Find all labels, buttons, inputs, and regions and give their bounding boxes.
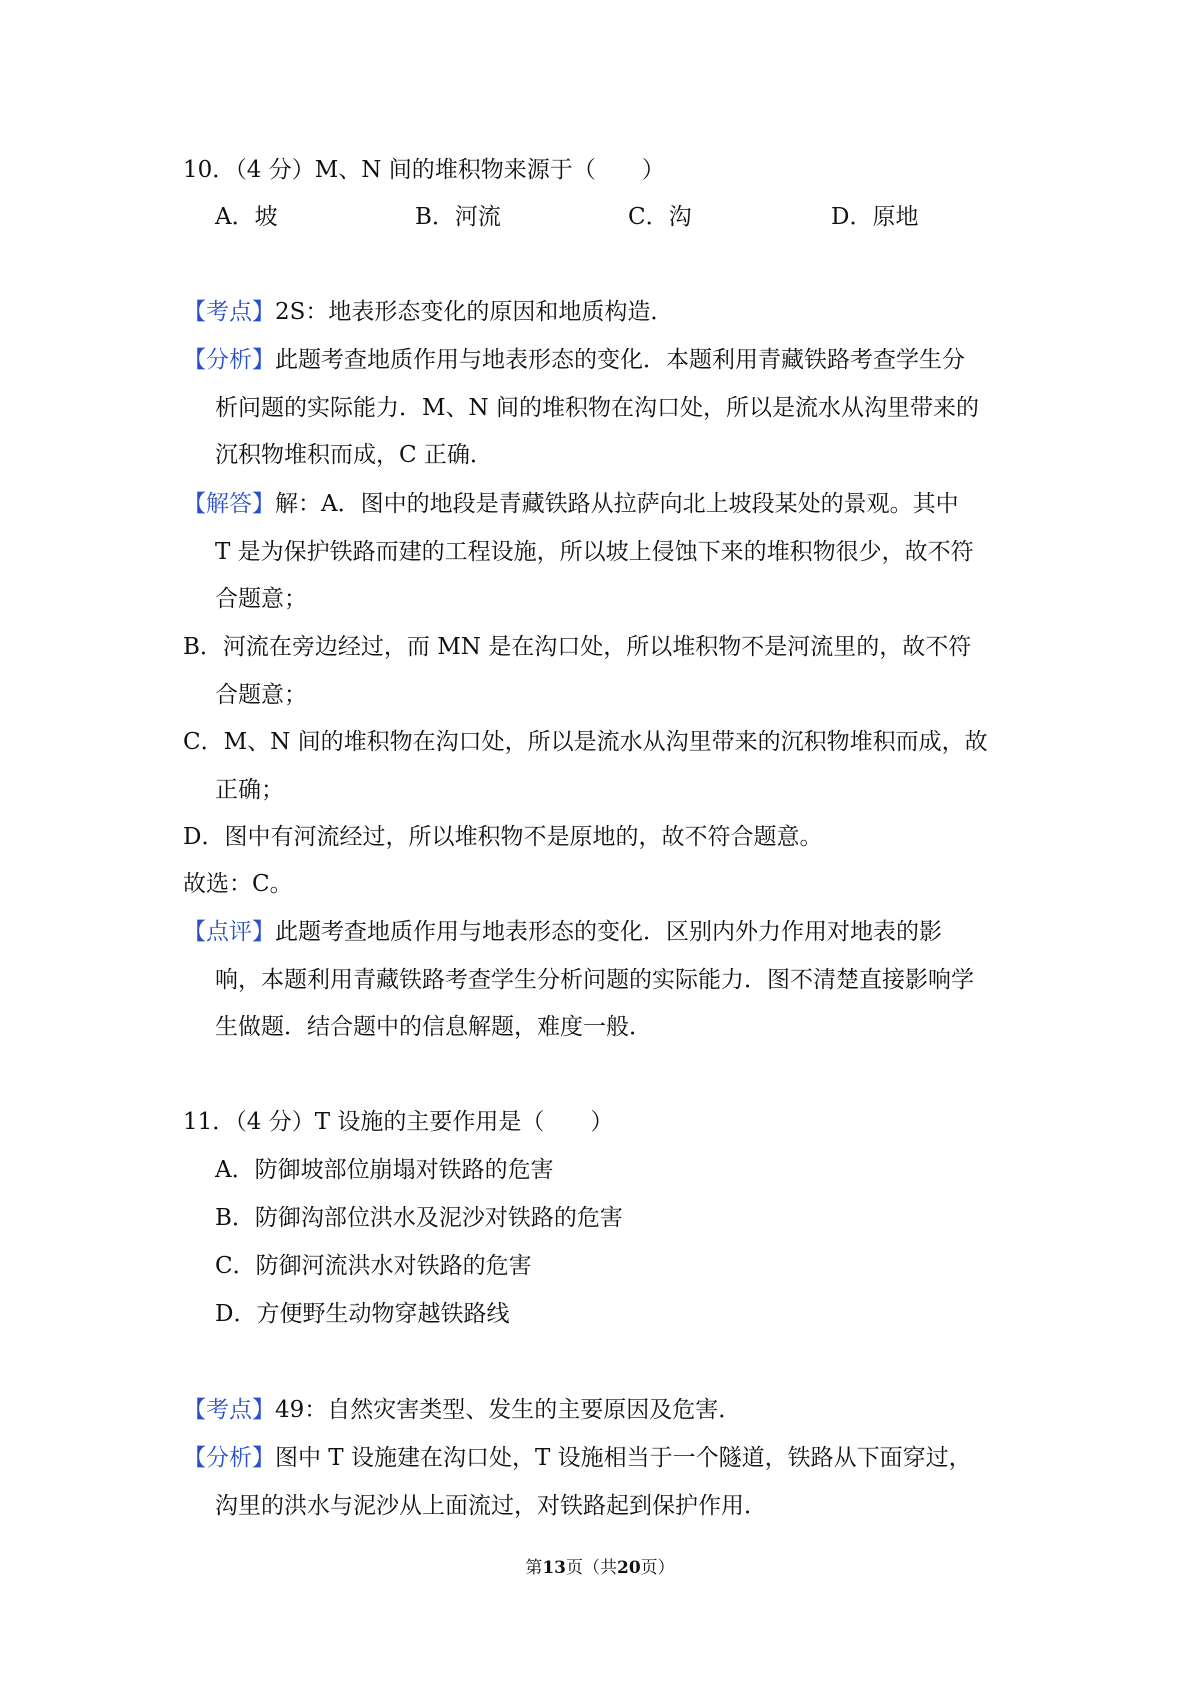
- fenxi-tag: 【分析】: [183, 347, 275, 373]
- answer-b-line-1: B．河流在旁边经过，而 MN 是在沟口处，所以堆积物不是河流里的，故不符: [183, 634, 972, 660]
- q10-option-a: A．坡: [215, 204, 278, 230]
- answer-b-line-2: 合题意；: [215, 682, 307, 708]
- dianping-tag: 【点评】: [183, 919, 275, 945]
- footer-post: 页）: [640, 1558, 675, 1578]
- q10-kaodian: [183, 297, 673, 327]
- q11-option-b: B．防御沟部位洪水及泥沙对铁路的危害: [215, 1205, 623, 1231]
- jieda-tag: 【解答】: [183, 491, 275, 517]
- q10-option-b: B．河流: [415, 204, 501, 230]
- fenxi-line-1: 图中 T 设施建在沟口处，T 设施相当于一个隧道，铁路从下面穿过，: [275, 1445, 972, 1471]
- q11-kaodian: [183, 1395, 741, 1425]
- kaodian-tag: 【考点】: [183, 1397, 275, 1423]
- fenxi-line-3: 沉积物堆积而成，C 正确．: [215, 442, 493, 468]
- q11-option-d: D．方便野生动物穿越铁路线: [215, 1301, 510, 1327]
- footer-mid: 页（共: [566, 1558, 617, 1578]
- q10-jieda: [183, 489, 959, 519]
- kaodian-text: 49：自然灾害类型、发生的主要原因及危害．: [275, 1397, 742, 1423]
- q10-stem: 10．（4 分）M、N 间的堆积物来源于（ ）: [183, 157, 665, 183]
- answer-c-line-1: C．M、N 间的堆积物在沟口处，所以是流水从沟里带来的沉积物堆积而成，故: [183, 729, 988, 755]
- footer-total-pages: 20: [617, 1558, 641, 1578]
- q11-option-c: C．防御河流洪水对铁路的危害: [215, 1253, 532, 1279]
- q11-fenxi: [183, 1443, 972, 1473]
- fenxi-tag: 【分析】: [183, 1445, 275, 1471]
- jieda-line-3: 合题意；: [215, 586, 307, 612]
- fenxi-line-1: 此题考查地质作用与地表形态的变化．本题利用青藏铁路考查学生分: [275, 347, 965, 373]
- jieda-line-1: 解：A．图中的地段是青藏铁路从拉萨向北上坡段某处的景观。其中: [275, 491, 959, 517]
- q10-fenxi: [183, 345, 965, 375]
- dianping-line-2: 响，本题利用青藏铁路考查学生分析问题的实际能力．图不清楚直接影响学: [215, 967, 974, 993]
- page-footer: [0, 1556, 1200, 1580]
- dianping-line-1: 此题考查地质作用与地表形态的变化．区别内外力作用对地表的影: [275, 919, 942, 945]
- answer-c-line-2: 正确；: [215, 777, 284, 803]
- footer-pre: 第: [525, 1558, 543, 1578]
- dianping-line-3: 生做题．结合题中的信息解题，难度一般．: [215, 1014, 652, 1040]
- jieda-line-2: T 是为保护铁路而建的工程设施，所以坡上侵蚀下来的堆积物很少，故不符: [215, 539, 974, 565]
- answer-d-line: D．图中有河流经过，所以堆积物不是原地的，故不符合题意。: [183, 824, 823, 850]
- q11-option-a: A．防御坡部位崩塌对铁路的危害: [215, 1157, 554, 1183]
- q10-dianping: [183, 917, 942, 947]
- footer-page-number: 13: [542, 1558, 566, 1578]
- q11-stem: 11．（4 分）T 设施的主要作用是（ ）: [183, 1109, 614, 1135]
- fenxi-line-2: 析问题的实际能力．M、N 间的堆积物在沟口处，所以是流水从沟里带来的: [215, 395, 979, 421]
- q10-option-d: D．原地: [831, 204, 919, 230]
- q10-option-c: C．沟: [628, 204, 692, 230]
- kaodian-text: 2S：地表形态变化的原因和地质构造．: [275, 299, 674, 325]
- kaodian-tag: 【考点】: [183, 299, 275, 325]
- answer-choice: 故选：C。: [183, 871, 293, 897]
- fenxi-line-2: 沟里的洪水与泥沙从上面流过，对铁路起到保护作用．: [215, 1493, 767, 1519]
